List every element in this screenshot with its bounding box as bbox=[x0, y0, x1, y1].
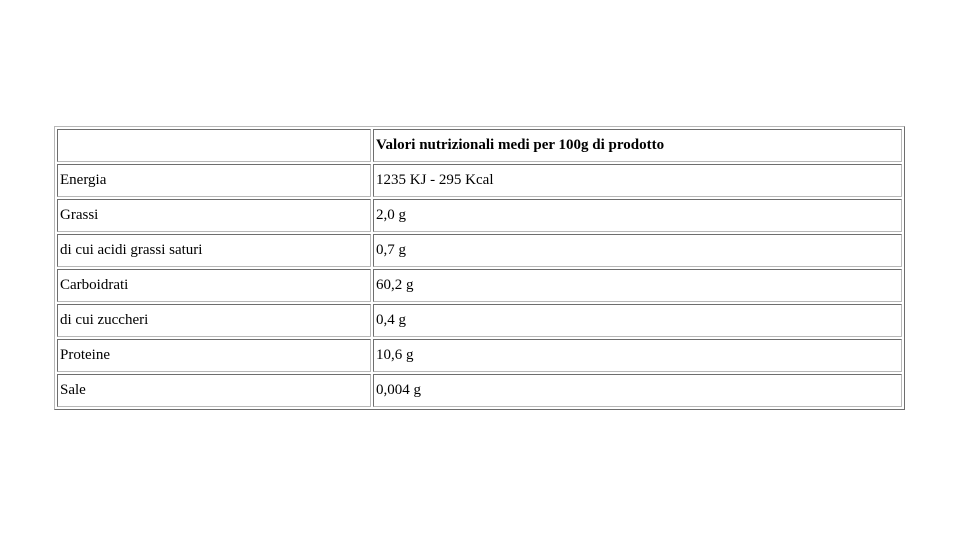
table-row-sale bbox=[57, 374, 902, 407]
nutrient-label: di cui zuccheri bbox=[57, 304, 371, 337]
nutrient-value: 0,7 g bbox=[373, 234, 902, 267]
nutrition-table bbox=[54, 126, 905, 410]
nutrient-value: 10,6 g bbox=[373, 339, 902, 372]
nutrient-label: Carboidrati bbox=[57, 269, 371, 302]
nutrient-value: 2,0 g bbox=[373, 199, 902, 232]
table-header-row bbox=[57, 129, 902, 162]
table-row-grassi bbox=[57, 199, 902, 232]
nutrient-label: Sale bbox=[57, 374, 371, 407]
nutrient-value: 0,004 g bbox=[373, 374, 902, 407]
table-row-zuccheri bbox=[57, 304, 902, 337]
nutrient-label: Grassi bbox=[57, 199, 371, 232]
header-value-cell: Valori nutrizionali medi per 100g di prodotto bbox=[373, 129, 902, 162]
table-row-proteine bbox=[57, 339, 902, 372]
table-row-energia bbox=[57, 164, 902, 197]
nutrient-label: Proteine bbox=[57, 339, 371, 372]
nutrient-label: Energia bbox=[57, 164, 371, 197]
nutrient-value: 0,4 g bbox=[373, 304, 902, 337]
table-row-grassi-saturi bbox=[57, 234, 902, 267]
nutrient-value: 60,2 g bbox=[373, 269, 902, 302]
table-row-carboidrati bbox=[57, 269, 902, 302]
header-label-cell bbox=[57, 129, 371, 162]
nutrient-value: 1235 KJ - 295 Kcal bbox=[373, 164, 902, 197]
nutrient-label: di cui acidi grassi saturi bbox=[57, 234, 371, 267]
